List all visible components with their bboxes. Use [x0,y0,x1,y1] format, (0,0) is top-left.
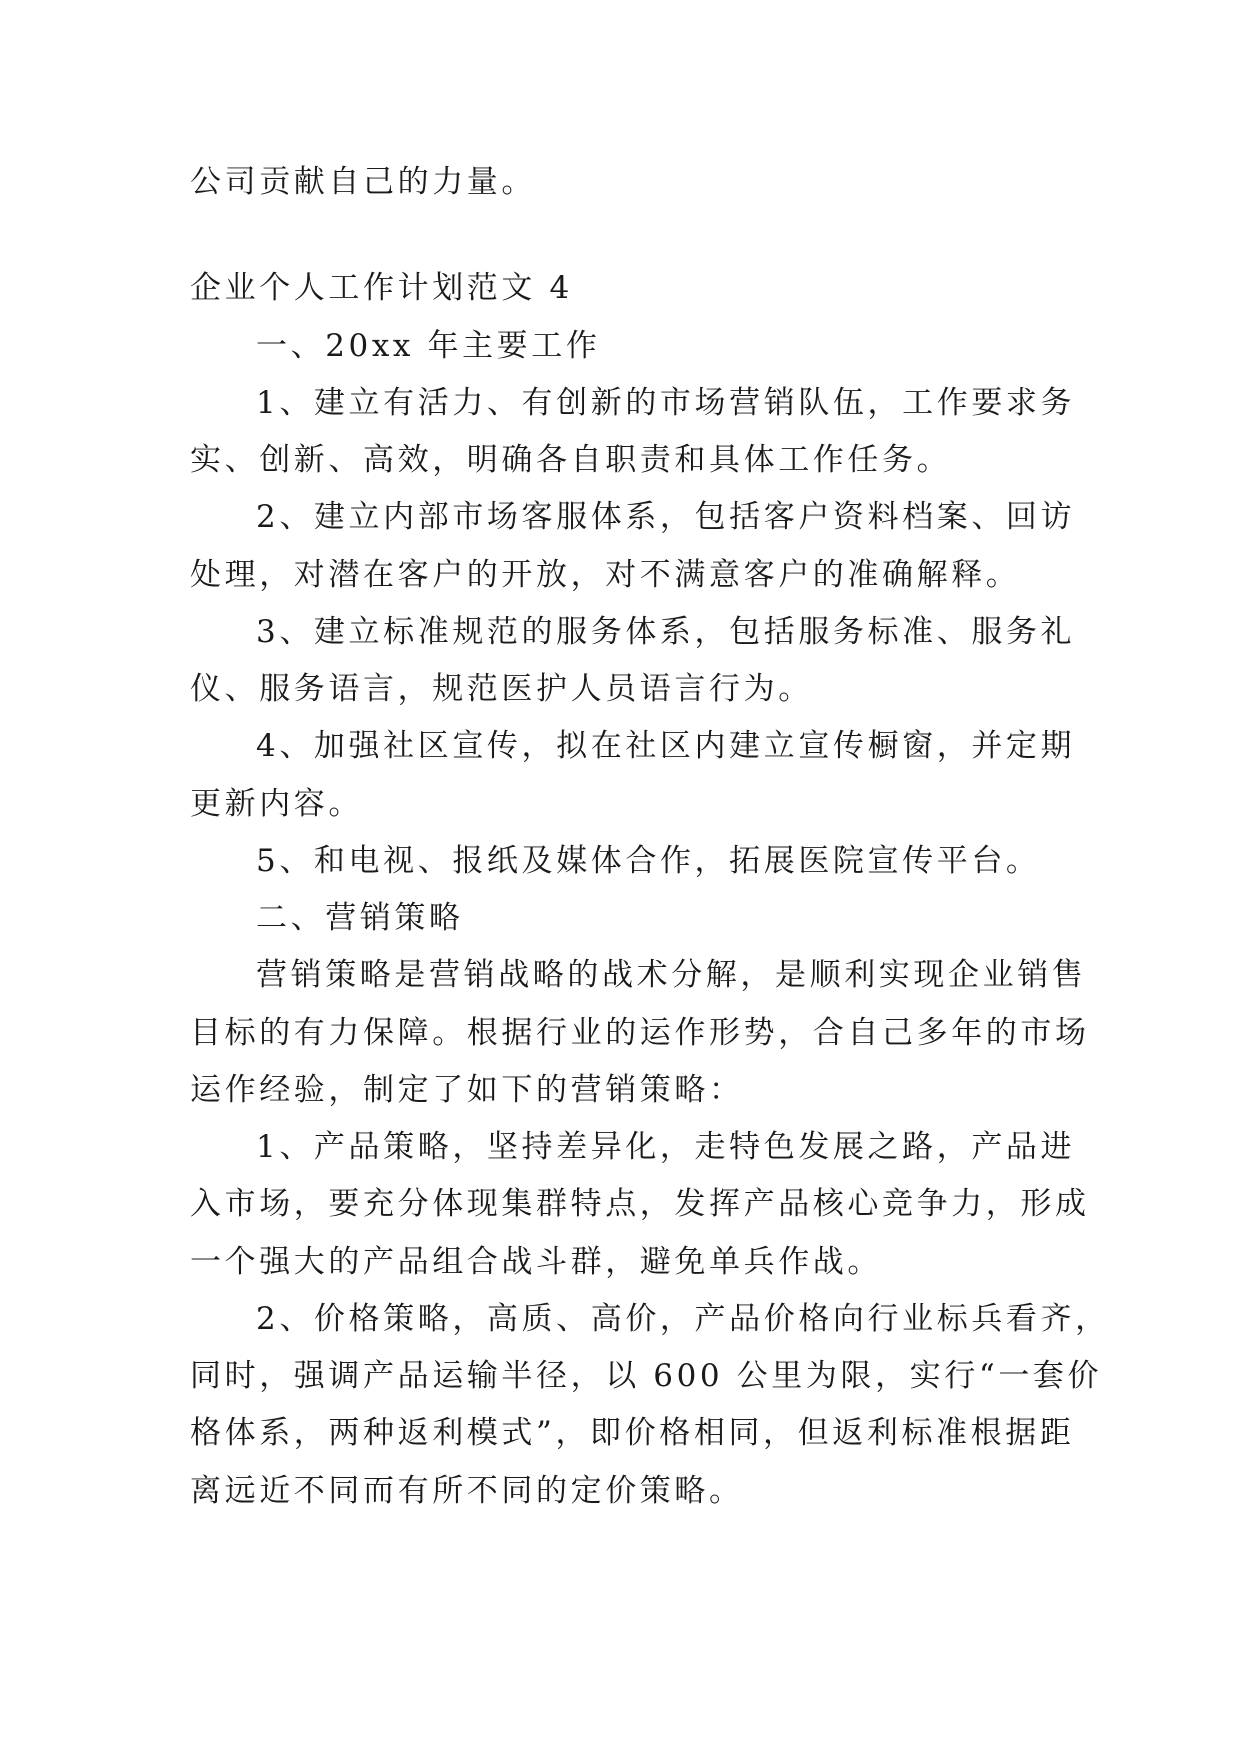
paragraph-line: 一个强大的产品组合战斗群，避免单兵作战。 [190,1244,882,1280]
paragraph-line: 1、建立有活力、有创新的市场营销队伍，工作要求务 [256,385,1076,421]
paragraph-line: 3、建立标准规范的服务体系，包括服务标准、服务礼 [256,614,1076,650]
paragraph-line: 同时，强调产品运输半径，以 600 公里为限，实行“一套价 [190,1358,1103,1394]
paragraph-line: 入市场，要充分体现集群特点，发挥产品核心竞争力，形成 [190,1186,1090,1222]
paragraph-line: 4、加强社区宣传，拟在社区内建立宣传橱窗，并定期 [256,728,1076,764]
paragraph-line: 5、和电视、报纸及媒体合作，拓展医院宣传平台。 [256,843,1041,879]
paragraph-line: 运作经验，制定了如下的营销策略： [190,1072,744,1108]
paragraph-line: 更新内容。 [190,786,363,822]
paragraph-line: 目标的有力保障。根据行业的运作形势，合自己多年的市场 [190,1015,1090,1051]
paragraph-line: 公司贡献自己的力量。 [190,164,536,200]
section-title: 企业个人工作计划范文 4 [190,270,573,306]
paragraph-line: 2、价格策略，高质、高价，产品价格向行业标兵看齐， [256,1301,1110,1337]
paragraph-line: 处理，对潜在客户的开放，对不满意客户的准确解释。 [190,557,1021,593]
heading-marketing-strategy: 二、营销策略 [256,900,464,936]
paragraph-line: 离远近不同而有所不同的定价策略。 [190,1473,744,1509]
paragraph-line: 仪、服务语言，规范医护人员语言行为。 [190,671,813,707]
paragraph-line: 营销策略是营销战略的战术分解，是顺利实现企业销售 [256,957,1087,993]
heading-main-work: 一、20xx 年主要工作 [256,328,601,364]
paragraph-line: 2、建立内部市场客服体系，包括客户资料档案、回访 [256,499,1076,535]
paragraph-line: 实、创新、高效，明确各自职责和具体工作任务。 [190,442,952,478]
paragraph-line: 1、产品策略，坚持差异化，走特色发展之路，产品进 [256,1129,1076,1165]
paragraph-line: 格体系，两种返利模式”，即价格相同，但返利标准根据距 [190,1415,1075,1451]
